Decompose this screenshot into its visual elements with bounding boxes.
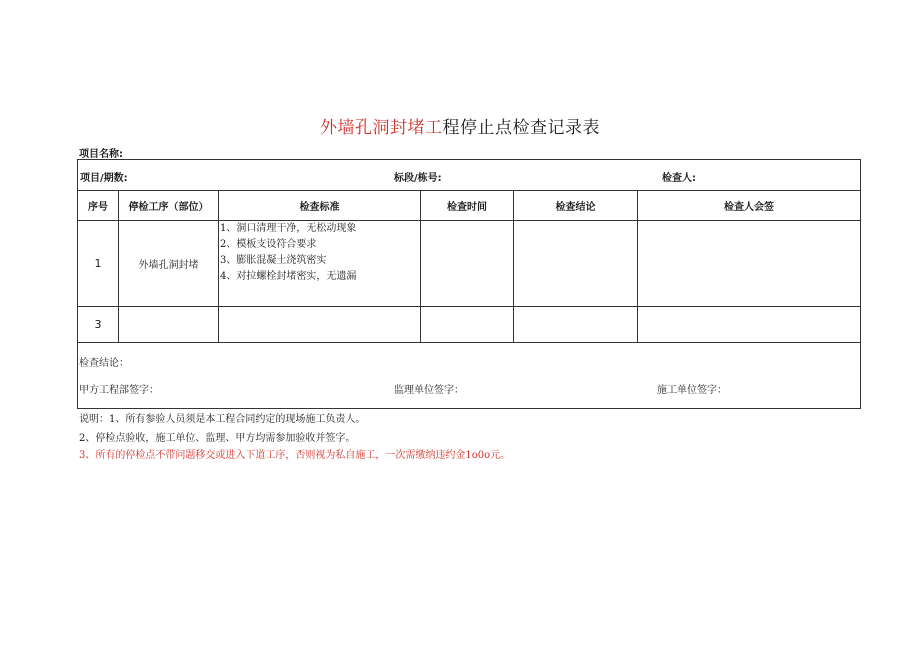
- meta-cell: [78, 160, 861, 191]
- table-row: [78, 221, 861, 307]
- header-criteria: 检查标准: [219, 191, 421, 221]
- project-name-label: 项目名称:: [79, 149, 123, 160]
- criteria-item: 4、对拉螺栓封堵密实，无遗漏: [220, 271, 357, 282]
- row-time-cell[interactable]: [421, 221, 514, 307]
- form-title-black-part: 程停止点检查记录表: [442, 118, 600, 138]
- header-time: 检查时间: [421, 191, 514, 221]
- inspection-record-table: [77, 159, 861, 409]
- header-signature: 检查人会签: [638, 191, 861, 221]
- row-time-cell[interactable]: [421, 307, 514, 343]
- note-2: 2、停检点验收，施工单位、监理、甲方均需参加验收并签字。: [79, 433, 356, 444]
- party-a-sign-label: 甲方工程部签字：: [79, 385, 159, 396]
- meta-row: [78, 160, 861, 191]
- row-signature-cell[interactable]: [638, 307, 861, 343]
- note-3: 3、所有的停检点不带问题移交或进入下道工序，否则视为私自施工，一次需缴纳违约金1o0o元。: [79, 450, 511, 461]
- header-process: 停检工序（部位）: [119, 191, 219, 221]
- table-row: [78, 307, 861, 343]
- row-seq: 1: [78, 221, 119, 307]
- project-phase-label: 项目/期数:: [80, 173, 128, 184]
- criteria-item: 3、膨胀混凝土浇筑密实: [220, 255, 327, 266]
- header-row: [78, 191, 861, 221]
- criteria-item: 1、洞口清理干净，无松动现象: [220, 223, 357, 234]
- row-conclusion-cell[interactable]: [514, 307, 638, 343]
- form-title-red-part: 外墙孔洞封堵工: [320, 118, 443, 138]
- row-signature-cell[interactable]: [638, 221, 861, 307]
- row-conclusion-cell[interactable]: [514, 221, 638, 307]
- footer-row: [78, 343, 861, 409]
- inspector-label: 检查人:: [662, 173, 696, 184]
- criteria-item: 2、模板支设符合要求: [220, 239, 317, 250]
- row-process-cell[interactable]: [119, 307, 219, 343]
- row-criteria-cell[interactable]: [219, 307, 421, 343]
- conclusion-label: 检查结论：: [79, 358, 129, 369]
- row-seq: 3: [78, 307, 119, 343]
- note-1: 说明：1、所有参验人员须是本工程合同约定的现场施工负责人。: [79, 414, 366, 425]
- header-conclusion: 检查结论: [514, 191, 638, 221]
- construction-sign-label: 施工单位签字：: [657, 385, 727, 396]
- footer-cell: [78, 343, 861, 409]
- row-criteria: [219, 221, 421, 307]
- supervisor-sign-label: 监理单位签字：: [394, 385, 464, 396]
- form-title: [0, 113, 920, 138]
- row-process: 外墙孔洞封堵: [119, 221, 219, 307]
- header-seq: 序号: [78, 191, 119, 221]
- section-building-label: 标段/栋号:: [394, 173, 442, 184]
